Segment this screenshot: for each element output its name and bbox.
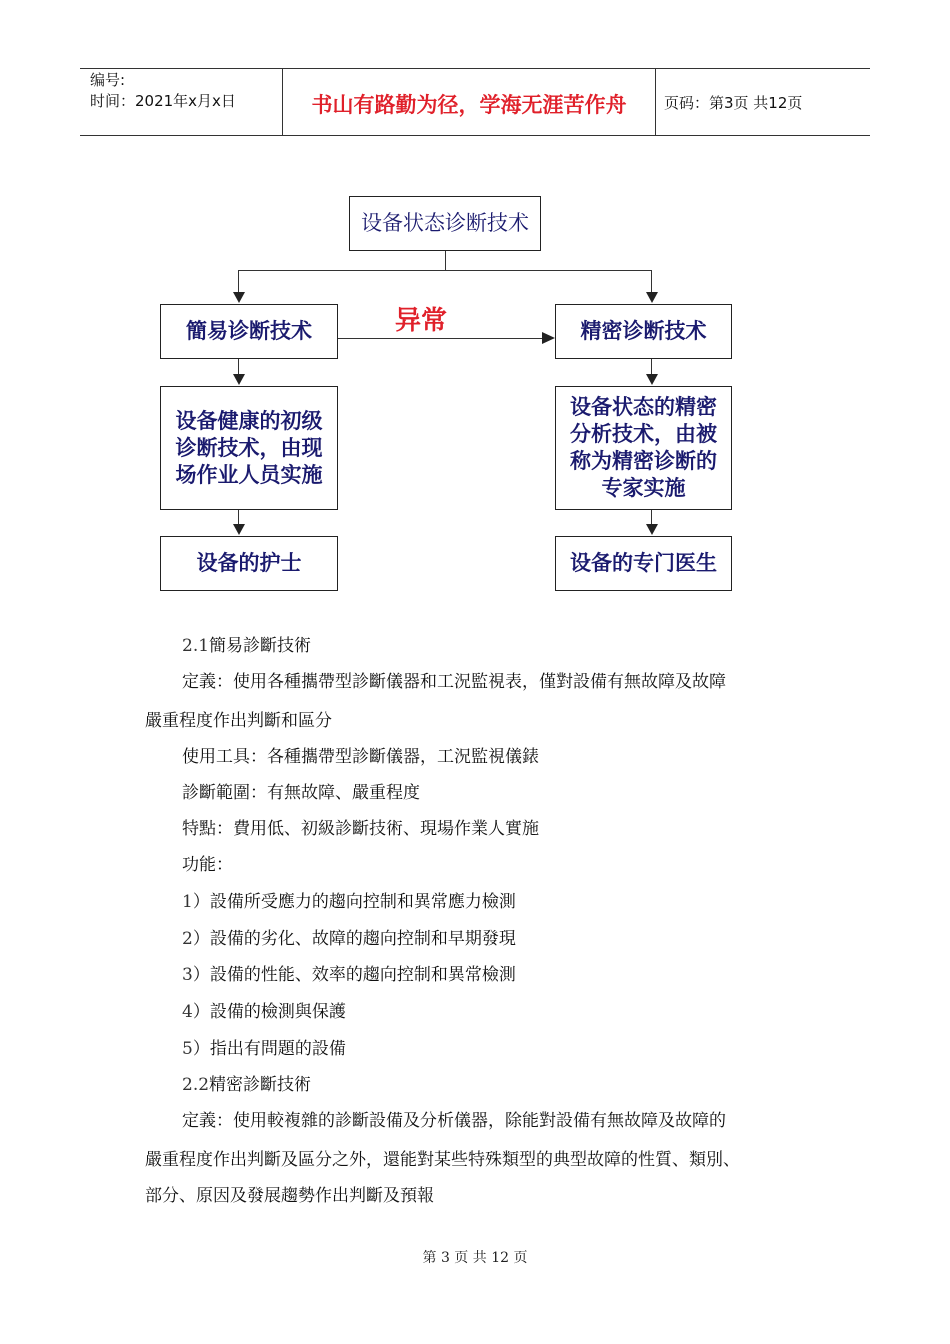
flow-connector — [338, 338, 543, 339]
flow-nurse-label: 设备的护士 — [196, 551, 302, 575]
list-item — [182, 924, 516, 949]
header-meta — [90, 70, 236, 112]
flow-connector — [238, 510, 239, 525]
flow-connector — [238, 359, 239, 375]
section-title: 簡易診斷技術 — [209, 636, 312, 656]
section-heading — [182, 1070, 311, 1095]
flow-connector — [651, 359, 652, 375]
doc-number-label: 编号: — [90, 71, 126, 89]
flow-connector — [445, 251, 446, 271]
list-item-number: 1 — [182, 892, 193, 912]
flow-connector — [238, 270, 239, 292]
paragraph: 診斷範圍：有無故障、嚴重程度 — [182, 783, 420, 803]
desc-line: 分析技术，由被 — [570, 422, 717, 446]
flow-simple-desc-box — [160, 386, 338, 510]
list-item-text: ）設備所受應力的趨向控制和異常應力檢測 — [192, 892, 516, 912]
paragraph: 使用工具：各種攜帶型診斷儀器，工況監視儀錶 — [182, 747, 539, 767]
list-item — [182, 997, 346, 1022]
flow-root-label: 设备状态诊断技术 — [361, 211, 529, 235]
list-item-text: ）設備的性能、效率的趨向控制和異常檢測 — [192, 965, 516, 985]
flow-edge-label: 异常 — [395, 306, 448, 336]
header-page-info: 页码：第3页 共12页 — [664, 94, 803, 112]
paragraph: 嚴重程度作出判斷和區分 — [145, 711, 332, 731]
desc-line: 场作业人员实施 — [175, 462, 323, 487]
paragraph: 部分、原因及發展趨勢作出判斷及預報 — [145, 1186, 434, 1206]
list-item — [182, 1034, 346, 1059]
doc-time-label: 时间：2021年x月x日 — [90, 92, 236, 110]
flow-precise-label: 精密诊断技术 — [580, 319, 707, 343]
header-top-rule — [80, 68, 870, 69]
list-item-number: 3 — [182, 965, 193, 985]
arrow-down-icon — [233, 524, 245, 535]
section-title: 精密診斷技術 — [209, 1075, 312, 1095]
flow-doctor-box — [555, 536, 732, 591]
flow-connector — [238, 270, 652, 271]
flow-connector — [651, 270, 652, 292]
section-number: 2.1 — [182, 636, 210, 656]
desc-line: 设备健康的初级 — [175, 408, 323, 433]
paragraph: 定義：使用較複雜的診斷設備及分析儀器，除能對設備有無故障及故障的 — [182, 1111, 726, 1131]
paragraph: 特點：費用低、初級診斷技術、現場作業人實施 — [182, 819, 539, 839]
desc-line: 设备状态的精密 — [570, 395, 717, 419]
flow-precise-desc — [570, 394, 717, 502]
section-number: 2.2 — [182, 1075, 210, 1095]
paragraph: 嚴重程度作出判斷及區分之外，還能對某些特殊類型的典型故障的性質、類別、 — [145, 1150, 740, 1170]
flow-doctor-label: 设备的专门医生 — [570, 551, 717, 575]
section-heading — [182, 631, 311, 656]
flow-precise-box — [555, 304, 732, 359]
arrow-down-icon — [233, 292, 245, 303]
list-item-text: ）指出有問題的設備 — [192, 1039, 346, 1059]
flow-simple-label: 簡易诊断技术 — [186, 319, 312, 343]
list-item-text: ）設備的檢測與保護 — [192, 1002, 346, 1022]
list-item-number: 5 — [182, 1039, 193, 1059]
paragraph: 定義：使用各種攜帶型診斷儀器和工況監視表，僅對設備有無故障及故障 — [182, 672, 726, 692]
flow-root-box — [349, 196, 541, 251]
arrow-down-icon — [646, 524, 658, 535]
desc-line: 诊断技术，由现 — [175, 435, 323, 460]
header-motto: 书山有路勤为径，学海无涯苦作舟 — [311, 93, 627, 117]
arrow-down-icon — [646, 374, 658, 385]
arrow-down-icon — [646, 292, 658, 303]
list-item-text: ）設備的劣化、故障的趨向控制和早期發現 — [192, 929, 516, 949]
arrow-down-icon — [233, 374, 245, 385]
desc-line: 专家实施 — [601, 476, 686, 500]
flow-simple-desc — [176, 408, 323, 489]
flow-connector — [651, 510, 652, 525]
paragraph: 功能： — [182, 855, 233, 875]
flow-simple-box — [160, 304, 338, 359]
desc-line: 称为精密诊断的 — [570, 449, 717, 473]
list-item — [182, 887, 516, 912]
list-item-number: 4 — [182, 1002, 193, 1022]
flow-precise-desc-box — [555, 386, 732, 510]
header-bottom-rule — [80, 135, 870, 136]
page-footer: 第 3 页 共 12 页 — [422, 1250, 528, 1266]
list-item-number: 2 — [182, 929, 193, 949]
list-item — [182, 960, 516, 985]
arrow-right-icon — [542, 332, 555, 344]
header-divider — [655, 68, 656, 135]
flow-nurse-box — [160, 536, 338, 591]
